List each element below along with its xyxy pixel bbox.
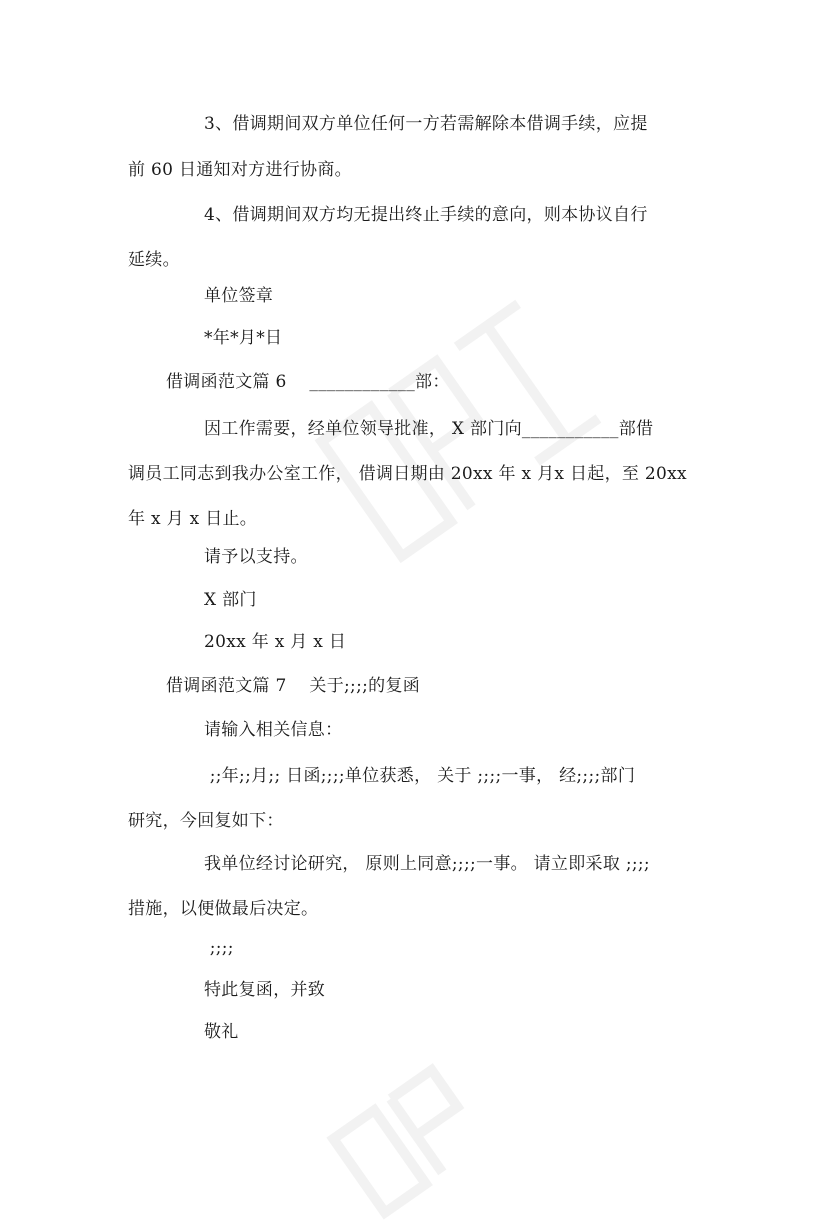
section-heading-7: 借调函范文篇 7 关于;;;;的复函 [166,676,421,696]
paragraph-line: 调员工同志到我办公室工作， 借调日期由 20xx 年 x 月x 日起，至 20xx [128,464,687,484]
paragraph-line: 前 60 日通知对方进行协商。 [128,160,352,180]
paragraph-line: 延续。 [128,250,180,270]
paragraph-line: 年 x 月 x 日止。 [128,509,258,529]
paragraph-line: 因工作需要，经单位领导批准， X 部门向___________部借 [204,419,654,439]
section-heading-6: 借调函范文篇 6 ____________部： [166,372,450,392]
paragraph-line-clause-4: 4、借调期间双方均无提出终止手续的意向，则本协议自行 [204,205,648,225]
paragraph-line: 请予以支持。 [204,547,308,567]
date-placeholder: *年*月*日 [204,328,283,348]
paragraph-line: 研究，今回复如下： [128,811,284,831]
paragraph-line: ;;年;;月;; 日函;;;;单位获悉， 关于 ;;;;一事， 经;;;;部门 [204,766,636,786]
paragraph-line: 请输入相关信息： [204,720,343,740]
closing-line: 特此复函，并致 [204,980,326,1000]
paragraph-line: 措施，以便做最后决定。 [128,899,319,919]
paragraph-line-clause-3: 3、借调期间双方单位任何一方若需解除本借调手续，应提 [204,114,648,134]
paragraph-line: ;;;; [204,938,234,958]
letter-date: 20xx 年 x 月 x 日 [204,632,347,652]
watermark-icon [314,1013,547,1226]
paragraph-line: 我单位经讨论研究， 原则上同意;;;;一事。 请立即采取 ;;;; [204,854,650,874]
signature-label: 单位签章 [204,286,274,306]
sender-department: X 部门 [204,590,257,610]
salutation: 敬礼 [204,1022,239,1042]
